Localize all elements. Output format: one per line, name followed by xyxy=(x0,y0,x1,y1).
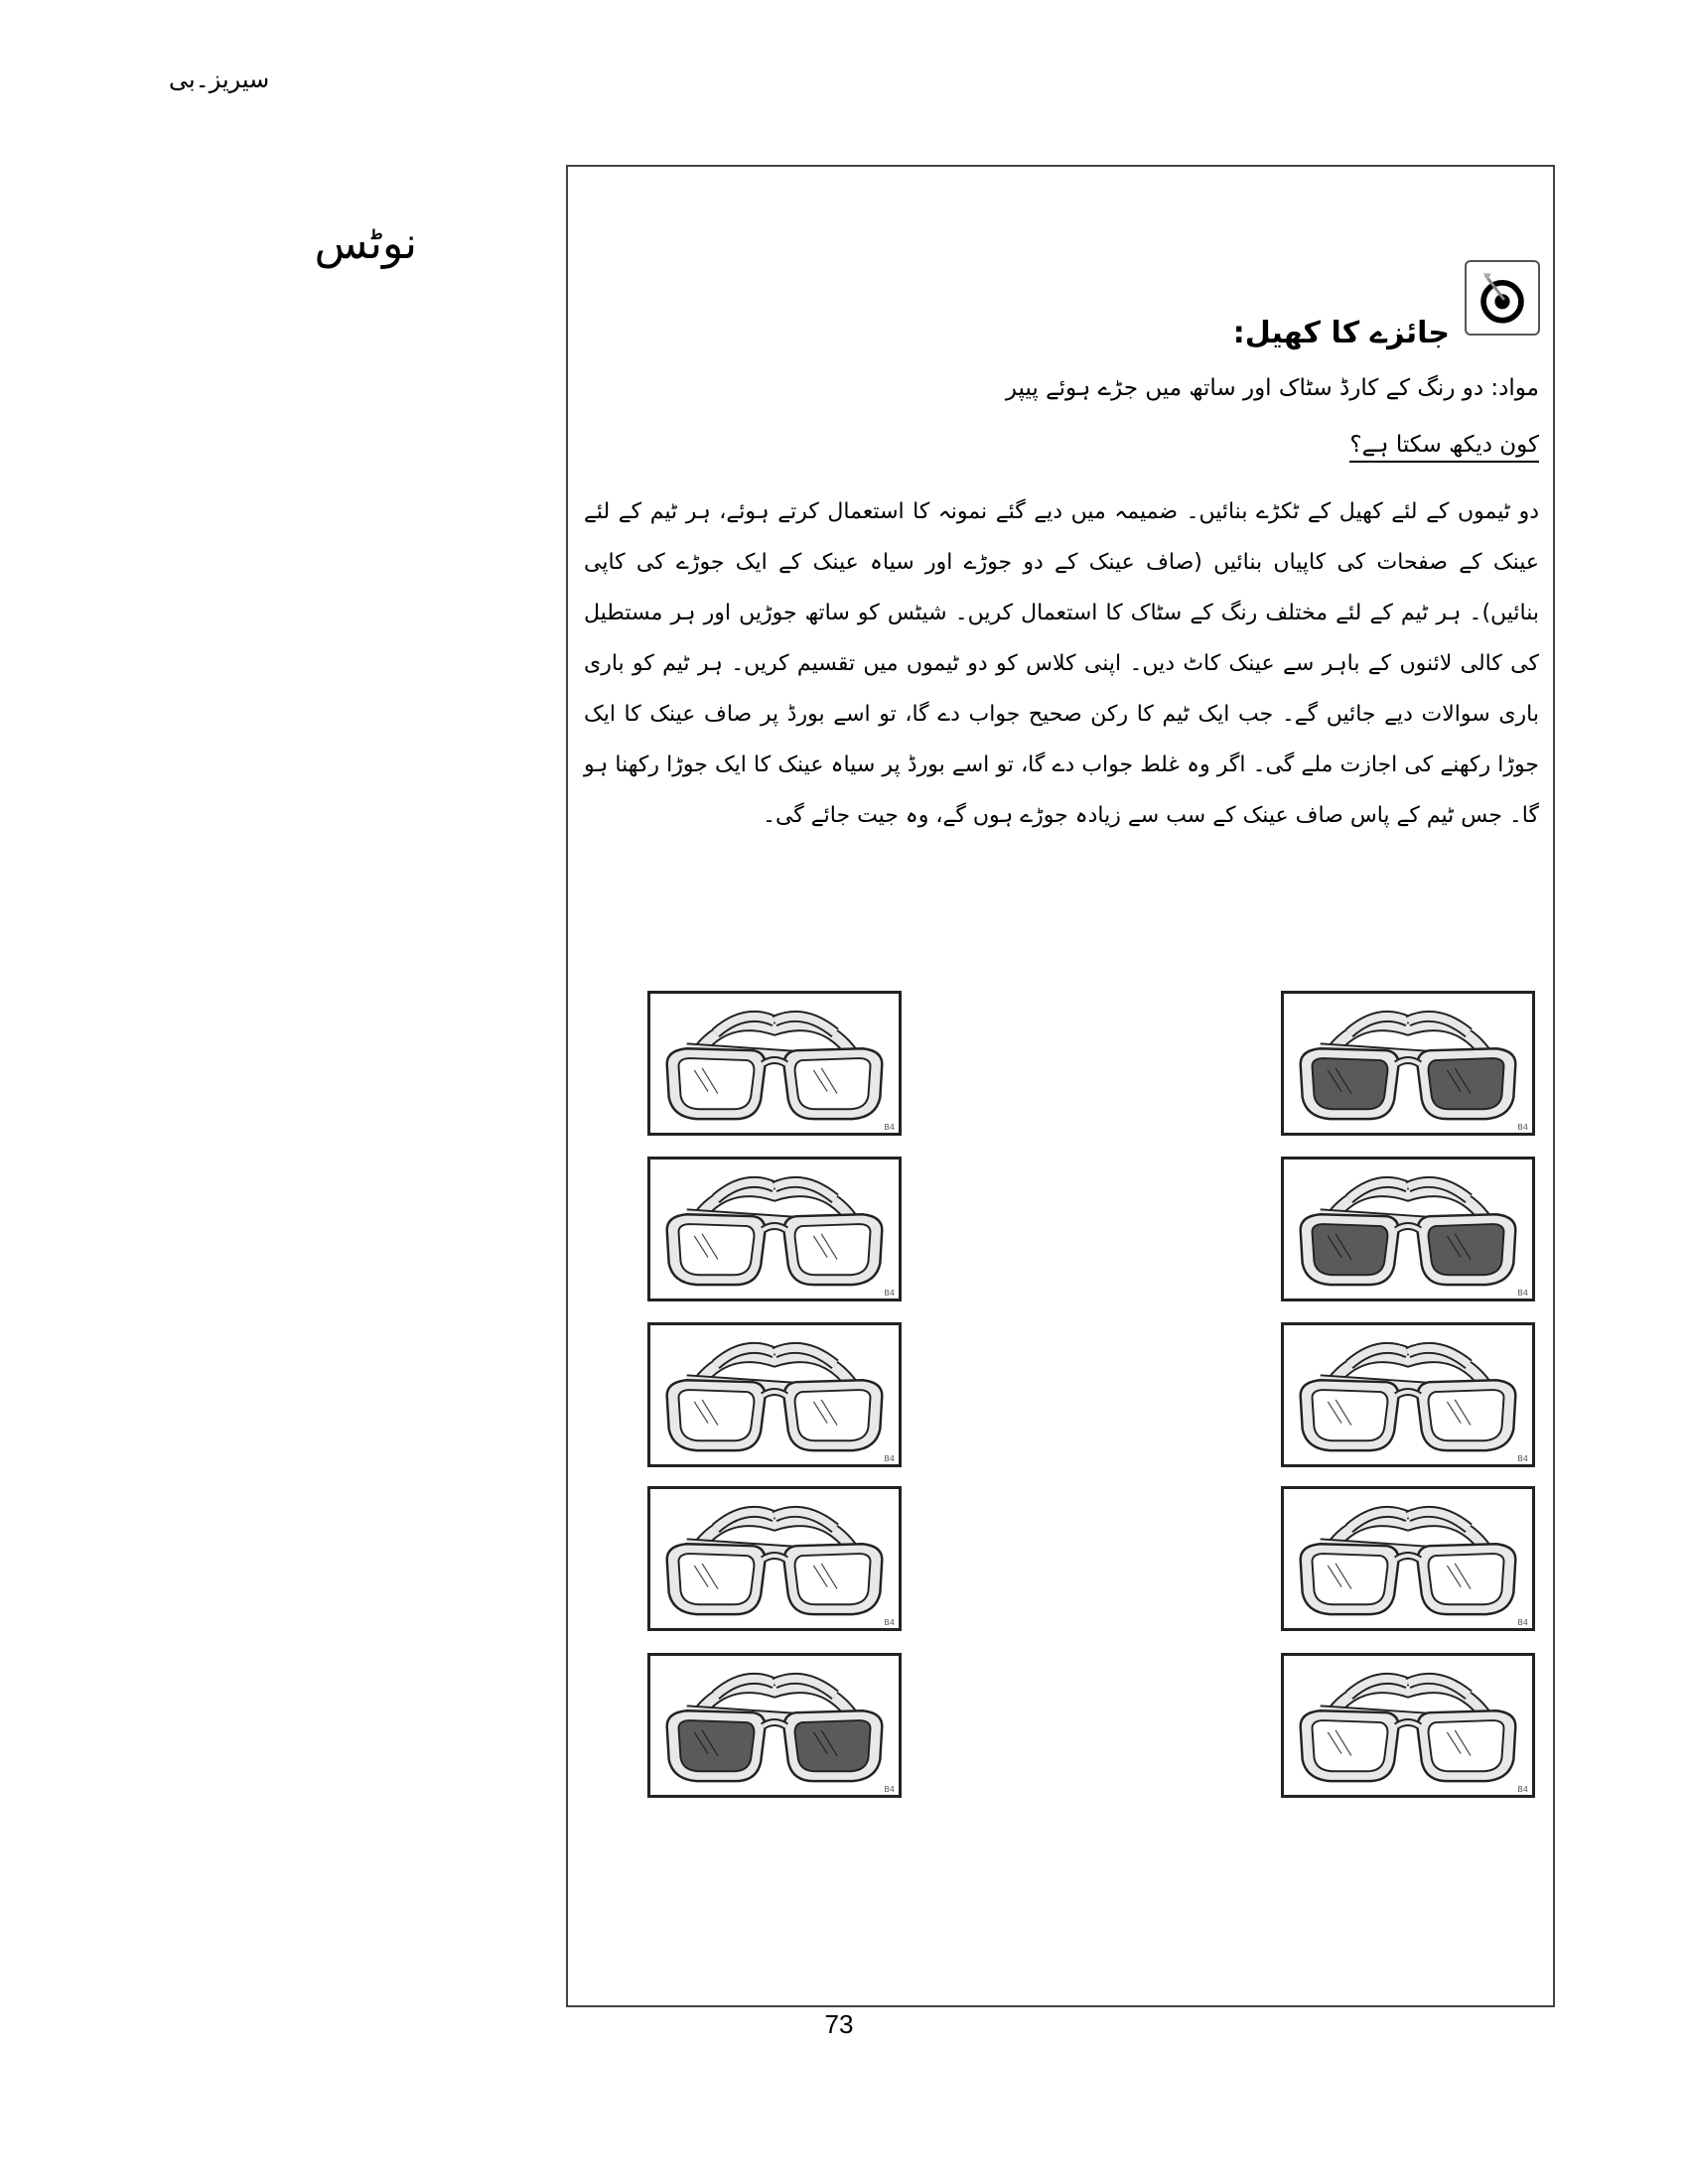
clear-glasses-icon xyxy=(656,1000,893,1127)
glasses-card-left-1 xyxy=(647,991,902,1136)
instructions-paragraph: دو ٹیموں کے لئے کھیل کے ٹکڑے بنائیں۔ ضمیمہ میں دیے گئے نمونہ کا استعمال کرتے ہوئے، ہر ٹیم کے لئے عینک کے صفحات کی کاپیاں بنائیں (صاف عینک کے دو جوڑے اور سیاہ عینک کے ایک جوڑے کی کاپی بنائیں)۔ ہر ٹیم کے لئے مختلف رنگ کے سٹاک کا استعمال کریں۔ شیٹس کو ساتھ جوڑیں اور ہر مستطیل کی کالی لائنوں کے باہر سے عینک کاٹ دیں۔ اپنی کلاس کو دو ٹیموں میں تقسیم کریں۔ ہر ٹیم کو باری باری سوالات دیے جائیں گے۔ جب ایک ٹیم کا رکن صحیح جواب دے گا، تو اسے بورڈ پر صاف عینک کا ایک جوڑا رکھنے کی اجازت ملے گی۔ اگر وہ غلط جواب دے گا، تو اسے بورڈ پر سیاہ عینک کا ایک جوڑا رکھنا ہو گا۔ جس ٹیم کے پاس صاف عینک کے سب سے زیادہ جوڑے ہوں گے، وہ جیت جائے گی۔ xyxy=(584,499,1539,828)
card-code: B4 xyxy=(1517,1618,1528,1627)
card-code: B4 xyxy=(1517,1289,1528,1297)
glasses-card-left-5 xyxy=(647,1653,902,1798)
clear-glasses-icon xyxy=(1290,1331,1526,1458)
dark-glasses-icon xyxy=(656,1662,893,1789)
page-number: 73 xyxy=(824,2009,854,2039)
activity-subtitle xyxy=(1291,432,1539,476)
clear-glasses-icon xyxy=(656,1495,893,1622)
clear-glasses-icon xyxy=(1290,1662,1526,1789)
subtitle-text: کون دیکھ سکتا ہے؟ xyxy=(1349,432,1539,463)
glasses-card-right-5 xyxy=(1281,1653,1535,1798)
clear-glasses-icon xyxy=(1290,1495,1526,1622)
clear-glasses-icon xyxy=(656,1331,893,1458)
glasses-card-left-4 xyxy=(647,1486,902,1631)
materials-line: مواد: دو رنگ کے کارڈ سٹاک اور ساتھ میں جڑے ہوئے پیپر xyxy=(1005,375,1539,401)
notes-heading: نوٹس xyxy=(314,218,417,269)
card-code: B4 xyxy=(1517,1454,1528,1463)
card-code: B4 xyxy=(884,1123,895,1132)
clear-glasses-icon xyxy=(656,1165,893,1293)
dark-glasses-icon xyxy=(1290,1000,1526,1127)
glasses-card-right-1 xyxy=(1281,991,1535,1136)
card-code: B4 xyxy=(884,1454,895,1463)
activity-title: جائزے کا کھیل: xyxy=(1232,316,1450,350)
card-code: B4 xyxy=(884,1785,895,1794)
glasses-card-left-2 xyxy=(647,1157,902,1301)
card-code: B4 xyxy=(884,1618,895,1627)
dark-glasses-icon xyxy=(1290,1165,1526,1293)
glasses-card-right-4 xyxy=(1281,1486,1535,1631)
glasses-card-right-3 xyxy=(1281,1322,1535,1467)
card-code: B4 xyxy=(1517,1785,1528,1794)
glasses-card-right-2 xyxy=(1281,1157,1535,1301)
glasses-card-left-3 xyxy=(647,1322,902,1467)
card-code: B4 xyxy=(1517,1123,1528,1132)
series-label: سیریز۔بی xyxy=(169,66,270,93)
card-code: B4 xyxy=(884,1289,895,1297)
target-icon xyxy=(1465,260,1540,336)
